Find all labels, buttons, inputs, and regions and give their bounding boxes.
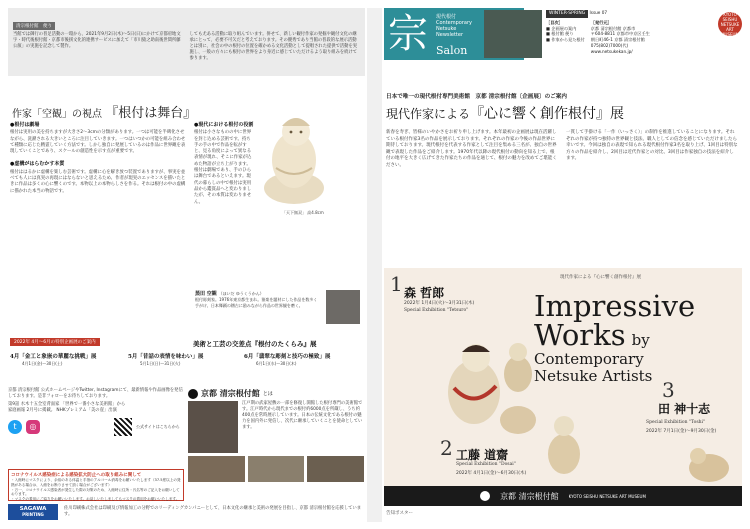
netsuke-small-figure-image xyxy=(544,408,584,478)
sns-text: 京都 清宗根付館 公式ホームページやTwitter, Instagramにて、最新情報や作品画像を発信しております。是非フォローをお待ちしております。 xyxy=(8,388,183,400)
museum-news-tag: 清宗根付館 便り xyxy=(13,22,55,30)
museum-exhibit-photo xyxy=(307,456,364,482)
museum-garden-photo xyxy=(248,456,305,482)
artist-photo xyxy=(326,290,360,324)
article-column-2 xyxy=(194,120,254,206)
museum-news-box xyxy=(8,8,365,76)
profile-reading: （ほいだ ゆうくうかん） xyxy=(218,291,264,296)
profile-bio: 根付彫刻家。1976年東京都生まれ。猿楽を題材にした作品を数多く手がけ、日本舞踊の稽古に励みながら作品の世界観を磨く。 xyxy=(195,297,318,308)
covid-notice-item: ・入館時にマスクにより、余裕のある体温と手指のアルコール消毒をお願いいたします（37.5度以上の発熱がある場合は、入館をお断りさせて頂く場合がございます） xyxy=(11,478,181,487)
poster-title-4: Contemporary xyxy=(534,350,644,368)
museum-interior-photo xyxy=(188,456,245,482)
poster-caption: 告知ポスター xyxy=(386,511,413,516)
netsuke-figure-image xyxy=(258,108,330,208)
masthead-name-jp: 現代根付 xyxy=(436,14,457,20)
masthead-museum-photo xyxy=(484,10,542,58)
netsuke-figures-image xyxy=(436,326,546,438)
band-title: 美術と工芸の交差点『根付のたくらみ』展 xyxy=(193,340,317,348)
covid-notice-item: ・マスクの着用にご協力をお願いいたします。お話しいたしましてもマスクの着用をお願いいたします。 xyxy=(11,497,180,502)
poster-title-1: Impressive xyxy=(534,289,696,323)
poster-title xyxy=(534,289,734,385)
exhibition-title: 4月「金工と象嵌の華麗な挑戦」展 xyxy=(10,354,97,360)
qr-caption: 公式サイトはこちらから xyxy=(136,424,180,430)
masthead xyxy=(384,8,742,68)
contents-item: ■ 作家から見た根付 xyxy=(546,37,585,43)
artist-name: 森 哲郎 xyxy=(404,286,445,300)
broadcast-text: 第9話 水木十五全室背面家 「世界で一番小さな美術館」から xyxy=(8,402,126,408)
band-tag: 2022年 4月〜6月の特別企画展のご案内 xyxy=(10,338,100,346)
publisher-line: 朝日町46-1 京都 清宗根付館 xyxy=(590,37,645,43)
poster-title-5: Netsuke Artists xyxy=(534,367,653,385)
headline-pre: 作家「空観」の視点 xyxy=(12,109,102,120)
museum-about-section xyxy=(188,388,364,482)
artist-special: Special Exhibition "Dosai" xyxy=(456,462,516,467)
covid-notice-title: コロナウイルス感染症による感染拡大防止への取り組みに関して xyxy=(11,473,142,478)
instagram-icon[interactable]: ◎ xyxy=(26,420,40,434)
article-kicker: 日本で唯一の現代根付専門美術館 京都 清宗根付館〔企画展〕のご案内 xyxy=(386,94,567,100)
sagawa-logo-line2: PRINTING xyxy=(22,512,44,517)
museum-logo-icon xyxy=(188,389,198,399)
contents-title: ［目次］ xyxy=(546,19,563,25)
section-heading: ●根付は劇場 xyxy=(10,122,40,128)
poster-title-3: by xyxy=(631,331,650,349)
section-text: 根付は小さなものの中に世界を封じ込める芸術です。持ち手の手の中で作品を転がすと、見る角度によって異なる表情が現れ、そこに作家が込めた物語が立ち上がります。根付は劇場であり、手のひらは舞台であるといえます。現代の暮らしの中で根付は実用品から鑑賞品へと変わりましたが、その本質は変わりません。 xyxy=(194,130,252,205)
publisher-line: 京都 清宗根付館 京都市 xyxy=(590,25,636,31)
season-label: WINTER-SPRING xyxy=(546,10,588,18)
exhibition-poster xyxy=(384,268,742,506)
article-body-left: 新春を寿ぎ、皆様のいやかさをお祈り申し上げます。本年最初の企画展は現在活躍している根付作家3名の作品を展示しております。それぞれの作家の今後の作品世界に期待しております。現代根付を代表する作家として注目を集める三名が、独自の世界観で表現した作品をご紹介します。1970年代以降の現代根付の動向を知る上で、根付の地平を大きく広げてきた作家たちの作品を通じて、根付の魅力を改めてご堪能ください。 xyxy=(386,130,557,168)
poster-footer xyxy=(384,486,742,506)
poster-title-2: Works xyxy=(534,318,626,352)
artist-special: Special Exhibition "Toshi" xyxy=(646,420,706,425)
museum-badge: KYOTO SEISHU NETSUKE ART MUSEUM xyxy=(718,12,742,36)
headline-main: 『根付は舞台』 xyxy=(105,106,197,121)
headline-main: 『心に響く創作根付』展 xyxy=(470,106,625,122)
poster-small-heading: 現代作家による『心に響く創作根付』展 xyxy=(560,275,641,280)
artist-number: 2 xyxy=(440,436,453,460)
headline-pre: 現代作家による xyxy=(386,107,471,121)
right-page xyxy=(384,8,742,522)
exhibition-date: 4月1日(金)〜30日(土) xyxy=(22,361,63,366)
page-gutter xyxy=(367,8,382,522)
netsuke-animal-figure-image xyxy=(684,438,734,484)
artist-period: 2022年 7月1日(金)〜9月30日(金) xyxy=(646,429,717,434)
covid-notice xyxy=(8,469,184,501)
museum-name-suffix: とは xyxy=(262,391,273,397)
publisher-url[interactable]: www.netsukekan.jp/ xyxy=(590,48,633,54)
publisher-title: ［発行元］ xyxy=(590,19,612,25)
publisher-line: 〒604-8811 京都市中京区壬生 xyxy=(590,31,650,37)
artist-special: Special Exhibition "Tetsuro" xyxy=(404,308,469,313)
twitter-icon[interactable]: t xyxy=(8,420,22,434)
article-headline xyxy=(12,102,196,121)
masthead-salon: Salon xyxy=(436,44,468,57)
museum-about-text: 江戸期の武家屋敷の一部を修復し開館した根付専門の美術館です。江戸時代から現代までの根付約6000点を所蔵し、うち約400点を常時展示しています。日本の伝統文化である根付の魅力を国内外に発信し、次代に継承していくことを使命としています。 xyxy=(242,401,363,431)
sagawa-logo xyxy=(8,504,58,520)
poster-museum-en: KYOTO SEISHU NETSUKE ART MUSEUM xyxy=(568,493,646,499)
covid-notice-item: ・万一、コロナウイルス感染者が発生した際の対策のため、入館時に住所・氏名等のご記入をお願いしております。 xyxy=(11,487,180,497)
artist-period: 2022年 4月1日(金)〜6月30日(木) xyxy=(456,471,527,476)
section-heading: ●現代における根付の役割 xyxy=(194,122,254,128)
artist-name: 工藤 道齋 xyxy=(456,448,509,462)
article-headline xyxy=(386,103,624,123)
masthead-name-en: Contemporary Netsuke Newsletter xyxy=(436,20,472,38)
issue-number: Issue 07 xyxy=(589,10,608,15)
exhibition-date: 5月1日(日)〜31日(火) xyxy=(140,361,181,366)
sagawa-logo-line1: SAGAWA xyxy=(19,506,47,512)
exhibition-band xyxy=(8,338,365,390)
left-page xyxy=(8,8,365,522)
poster-museum-name: 京都 清宗根付館 xyxy=(500,491,559,501)
exhibition-title: 5月「昔話の表情を味わい」展 xyxy=(128,354,204,360)
artist-period: 2022年 1月4日(火)〜3月31日(木) xyxy=(404,301,475,306)
image-caption: 「天下無双」 高4.8cm xyxy=(282,210,324,215)
article-body-right: 一貫して手掛ける「一作（いっさく）」の制作を推進していることになります。それぞれの作家が持つ独特の世界観と技法、職人としての信念を感じていただけましたら幸いです。今回は独自の表現で知られる現代根付作家3名を取り上げ、1回目は特別な方々の作品を紹介し、2回目は近代作家との対比、3回目は作家独自の技法を紹介します。 xyxy=(566,130,738,161)
profile-name: 蒸田 空観 xyxy=(195,291,217,297)
qr-code[interactable] xyxy=(114,418,132,436)
sns-section xyxy=(8,388,184,436)
publisher-line: 075(802)7000(代) xyxy=(590,42,629,48)
article-column-1 xyxy=(10,120,188,195)
masthead-kanji: 宗 xyxy=(388,11,428,57)
artist-name: 田 神十志 xyxy=(658,402,711,416)
masthead-info xyxy=(546,10,716,58)
exhibition-title: 6月「翡翠な彫刻と技巧の極致」展 xyxy=(244,354,331,360)
museum-photo xyxy=(188,401,238,453)
artist-profile xyxy=(195,290,360,330)
section-heading: ●虚構がはらむかす本質 xyxy=(10,161,65,168)
museum-logo-icon xyxy=(480,491,490,501)
broadcast-text-2: 家庭画報 2月号に掲載。 NHKプレミアム「美の壺」出演 xyxy=(8,408,117,414)
museum-name: 京都 清宗根付館 xyxy=(201,388,260,398)
artist-number: 1 xyxy=(390,272,403,296)
exhibition-date: 6月1日(水)〜30日(木) xyxy=(256,361,297,366)
section-text: 根付ははるかに虚構を楽しむ芸術です。虚構に心を解き放つ装置でありますが、事実を並べても人には真実の再現にはならないと思えるため、作者が現実のエッセンスを描いたときに作品は多くの心に響くのです。本物以上の本物らしさを作る。それは根付の中の虚構に描かれた本当の物語です。 xyxy=(10,169,186,194)
contents-item: ■ 企画展の案内 xyxy=(546,25,577,31)
section-text: 根付は実用の美を持ちますが大きさ2〜3cmの分類があります。一つは可能を半碑化させながら、洗濯される大きいところに注目していきます。一つはいつかの可能を組み合わせて種類に応じた精霊していく方法です。しかし独自に発展しているのは作品に世界観を表現していくことであり、スケールの創造性を示す点が重要です。 xyxy=(10,130,186,155)
contents-item: ■ 根付館 便り xyxy=(546,31,574,37)
artist-number: 3 xyxy=(662,378,675,402)
sponsor-text: 佐川印刷株式会社は印刷及び情報加工の分野でのリーディングカンパニーとして、日本文化の継承と美術の発展を目指し、京都 清宗根付館を応援しています。 xyxy=(64,505,362,517)
masthead-name xyxy=(436,14,480,38)
museum-news-text-left: 当館では御行の普足活動の一環から、2021年9月2日(木)〜5日(日)にかけて京都府地文字・時代後根付館・京都市後援文化的連携サービスに加えて「市川猿之助南後世間所藤公演」の実施を記念して製作。 xyxy=(13,32,181,50)
sponsor-footer xyxy=(8,502,365,522)
museum-news-text-right: しても尤ある活動に取り組んでいます。併せて、新しい観付作家の発掘や観付文化の継承にとって、必要不可欠だと考えております。その優秀であり当館の普段的な展示活動とは別に、社会の中の根付の位置を確かめる文化活動として提唱された提供で活動を実施し、一般の方々にも根付の世界をより身近に感じていただけるよう取り組みを続けて参ります。 xyxy=(189,32,358,62)
